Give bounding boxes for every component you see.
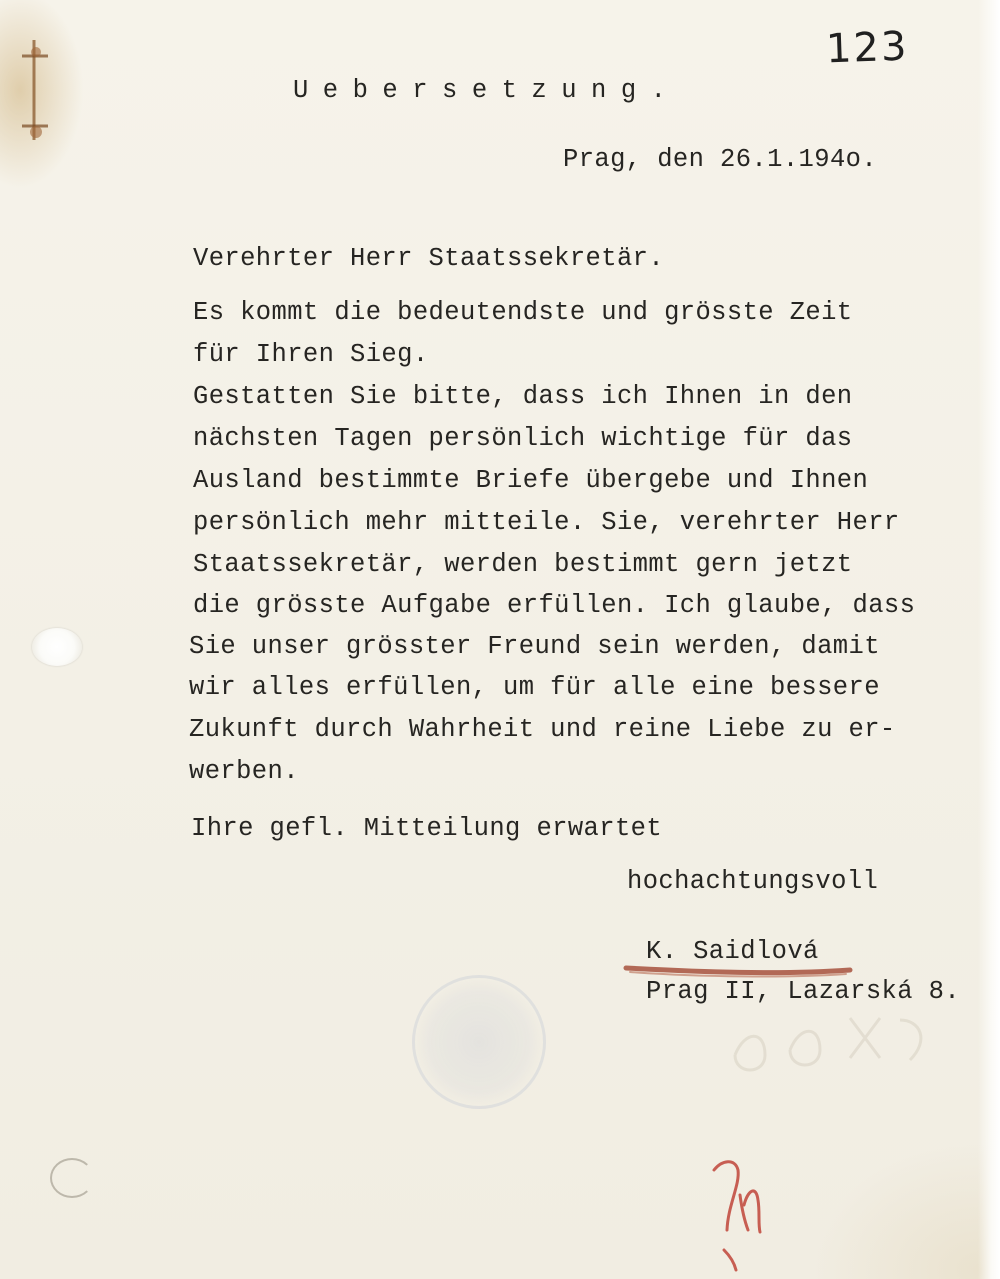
body-line: persönlich mehr mitteile. Sie, verehrter Herr <box>193 508 900 537</box>
page-number: 123 <box>825 23 910 73</box>
signature-name: K. Saidlová <box>646 937 819 966</box>
body-line: wir alles erfüllen, um für alle eine bessere <box>189 673 880 702</box>
letter-date: Prag, den 26.1.194o. <box>563 145 878 174</box>
document-title: Uebersetzung. <box>293 76 681 105</box>
body-line: Staatssekretär, werden bestimmt gern jetzt <box>193 550 853 579</box>
body-line: nächsten Tagen persönlich wichtige für das <box>193 424 853 453</box>
body-line: werben. <box>189 757 299 786</box>
body-line: Es kommt die bedeutendste und grösste Zeit <box>193 298 853 327</box>
closing-request: Ihre gefl. Mitteilung erwartet <box>191 814 663 843</box>
body-line: die grösste Aufgabe erfüllen. Ich glaube, dass <box>193 591 916 620</box>
body-line: Ausland bestimmte Briefe übergebe und Ihnen <box>193 466 869 495</box>
body-line: Zukunft durch Wahrheit und reine Liebe zu er- <box>189 715 896 744</box>
sender-address: Prag II, Lazarská 8. <box>646 977 961 1006</box>
closing: hochachtungsvoll <box>627 867 879 896</box>
salutation: Verehrter Herr Staatssekretär. <box>193 244 665 273</box>
body-line: Sie unser grösster Freund sein werden, damit <box>189 632 880 661</box>
body-line: Gestatten Sie bitte, dass ich Ihnen in den <box>193 382 853 411</box>
body-line: für Ihren Sieg. <box>193 340 429 369</box>
